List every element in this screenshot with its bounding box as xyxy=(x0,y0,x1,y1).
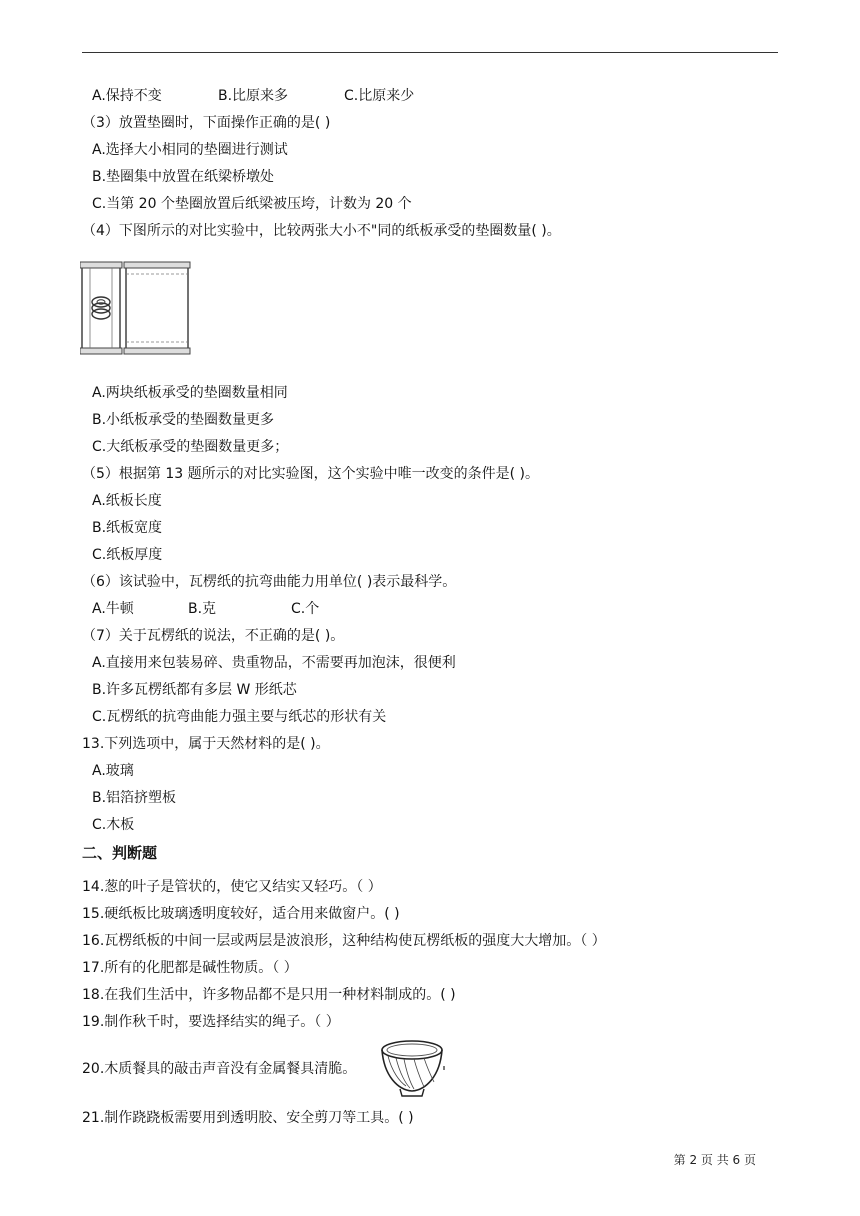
section-title: 二、判断题 xyxy=(82,844,158,862)
q12-3-option-b: B.垫圈集中放置在纸梁桥墩处 xyxy=(92,169,275,185)
q12-5-option-b: B.纸板宽度 xyxy=(92,520,163,536)
q12-prev-options xyxy=(92,87,414,105)
q12-7-option-a: A.直接用来包装易碎、贵重物品，不需要再加泡沫，很便利 xyxy=(92,655,456,671)
option-c: C.比原来少 xyxy=(344,88,415,104)
judgment-18: 18.在我们生活中，许多物品都不是只用一种材料制成的。( ) xyxy=(82,987,456,1003)
cardboard-experiment-figure xyxy=(80,260,192,356)
q13-option-c: C.木板 xyxy=(92,817,135,833)
q12-5-stem: （5）根据第 13 题所示的对比实验图，这个实验中唯一改变的条件是( )。 xyxy=(82,466,539,482)
option-b: B.比原来多 xyxy=(218,88,289,104)
header-rule xyxy=(82,52,778,53)
q13-stem: 13.下列选项中，属于天然材料的是( )。 xyxy=(82,736,330,752)
option-a: A.牛顿 xyxy=(92,601,134,617)
q12-6-stem: （6）该试验中，瓦楞纸的抗弯曲能力用单位( )表示最科学。 xyxy=(82,574,457,590)
q12-4-option-c: C.大纸板承受的垫圈数量更多； xyxy=(92,439,289,455)
q12-3-option-a: A.选择大小相同的垫圈进行测试 xyxy=(92,142,288,158)
judgment-20: 20.木质餐具的敲击声音没有金属餐具清脆。 xyxy=(82,1061,357,1077)
judgment-15: 15.硬纸板比玻璃透明度较好，适合用来做窗户。( ) xyxy=(82,906,400,922)
q13-option-a: A.玻璃 xyxy=(92,763,134,779)
q12-3-option-c: C.当第 20 个垫圈放置后纸梁被压垮，计数为 20 个 xyxy=(92,196,412,212)
judgment-21: 21.制作跷跷板需要用到透明胶、安全剪刀等工具。( ) xyxy=(82,1110,414,1126)
q12-7-option-c: C.瓦楞纸的抗弯曲能力强主要与纸芯的形状有关 xyxy=(92,709,387,725)
q12-4-stem: （4）下图所示的对比实验中，比较两张大小不"同的纸板承受的垫圈数量( )。 xyxy=(82,223,561,239)
judgment-17: 17.所有的化肥都是碱性物质。（ ） xyxy=(82,960,298,976)
q12-4-option-b: B.小纸板承受的垫圈数量更多 xyxy=(92,412,275,428)
q12-7-stem: （7）关于瓦楞纸的说法，不正确的是( )。 xyxy=(82,628,345,644)
wooden-bowl-image xyxy=(380,1038,446,1100)
judgment-14: 14.葱的叶子是管状的，使它又结实又轻巧。（ ） xyxy=(82,879,382,895)
q12-7-option-b: B.许多瓦楞纸都有多层 W 形纸芯 xyxy=(92,682,297,698)
q12-6-options xyxy=(92,600,319,618)
page-number: 第 2 页 共 6 页 xyxy=(673,1153,756,1167)
q12-5-option-c: C.纸板厚度 xyxy=(92,547,163,563)
q12-4-option-a: A.两块纸板承受的垫圈数量相同 xyxy=(92,385,288,401)
option-a: A.保持不变 xyxy=(92,88,162,104)
q13-option-b: B.铝箔挤塑板 xyxy=(92,790,177,806)
judgment-19: 19.制作秋千时，要选择结实的绳子。（ ） xyxy=(82,1014,340,1030)
q12-3-stem: （3）放置垫圈时，下面操作正确的是( ) xyxy=(82,115,331,131)
judgment-16: 16.瓦楞纸板的中间一层或两层是波浪形，这种结构使瓦楞纸板的强度大大增加。（ ） xyxy=(82,933,606,949)
q12-5-option-a: A.纸板长度 xyxy=(92,493,162,509)
option-c: C.个 xyxy=(291,601,320,617)
option-b: B.克 xyxy=(188,601,217,617)
